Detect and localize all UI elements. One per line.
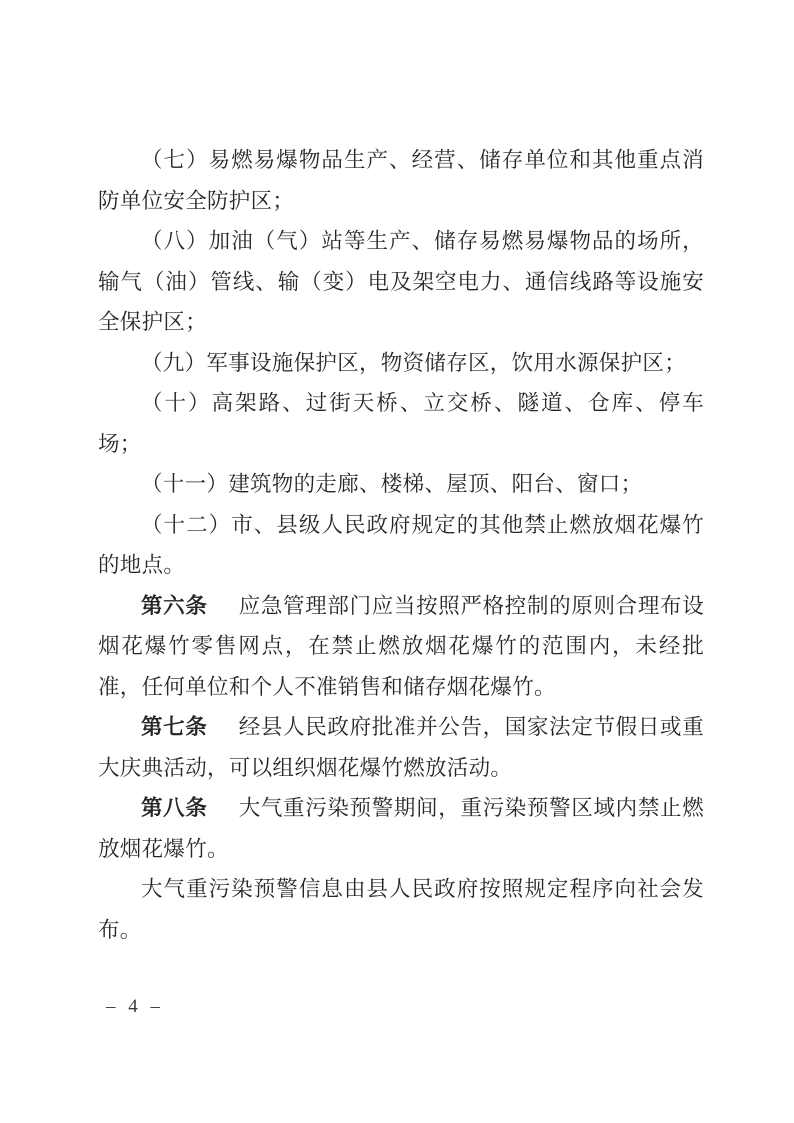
article-number: 第七条 — [141, 715, 208, 739]
paragraph — [98, 140, 704, 221]
paragraph — [98, 343, 704, 384]
paragraph — [98, 383, 704, 464]
paragraph — [98, 221, 704, 343]
paragraph — [98, 586, 704, 708]
paragraph-text: 大气重污染预警信息由县人民政府按照规定程序向社会发布。 — [98, 877, 704, 942]
document-body — [98, 140, 704, 950]
paragraph-text: （十）高架路、过街天桥、立交桥、隧道、仓库、停车场； — [98, 391, 704, 456]
paragraph — [98, 464, 704, 505]
paragraph — [98, 869, 704, 950]
paragraph-text: 大气重污染预警期间，重污染预警区域内禁止燃放烟花爆竹。 — [98, 796, 704, 861]
paragraph — [98, 707, 704, 788]
paragraph-text: （七）易燃易爆物品生产、经营、储存单位和其他重点消防单位安全防护区； — [98, 148, 704, 213]
paragraph-text: （十一）建筑物的走廊、楼梯、屋顶、阳台、窗口； — [141, 472, 643, 496]
page-number: – 4 – — [106, 996, 164, 1017]
paragraph-text: （十二）市、县级人民政府规定的其他禁止燃放烟花爆竹的地点。 — [98, 512, 704, 577]
page-footer — [106, 996, 164, 1018]
article-number: 第六条 — [141, 593, 208, 618]
paragraph-text: 经县人民政府批准并公告，国家法定节假日或重大庆典活动，可以组织烟花爆竹燃放活动。 — [98, 715, 704, 780]
paragraph-text: （八）加油（气）站等生产、储存易燃易爆物品的场所，输气（油）管线、输（变）电及架空电力、通信线路等设施安全保护区； — [98, 229, 704, 334]
paragraph-text: 应急管理部门应当按照严格控制的原则合理布设烟花爆竹零售网点，在禁止燃放烟花爆竹的范围内，未经批准，任何单位和个人不准销售和储存烟花爆竹。 — [98, 593, 704, 699]
paragraph — [98, 505, 704, 586]
paragraph — [98, 788, 704, 869]
article-number: 第八条 — [141, 796, 208, 820]
paragraph-text: （九）军事设施保护区，物资储存区，饮用水源保护区； — [141, 350, 687, 375]
